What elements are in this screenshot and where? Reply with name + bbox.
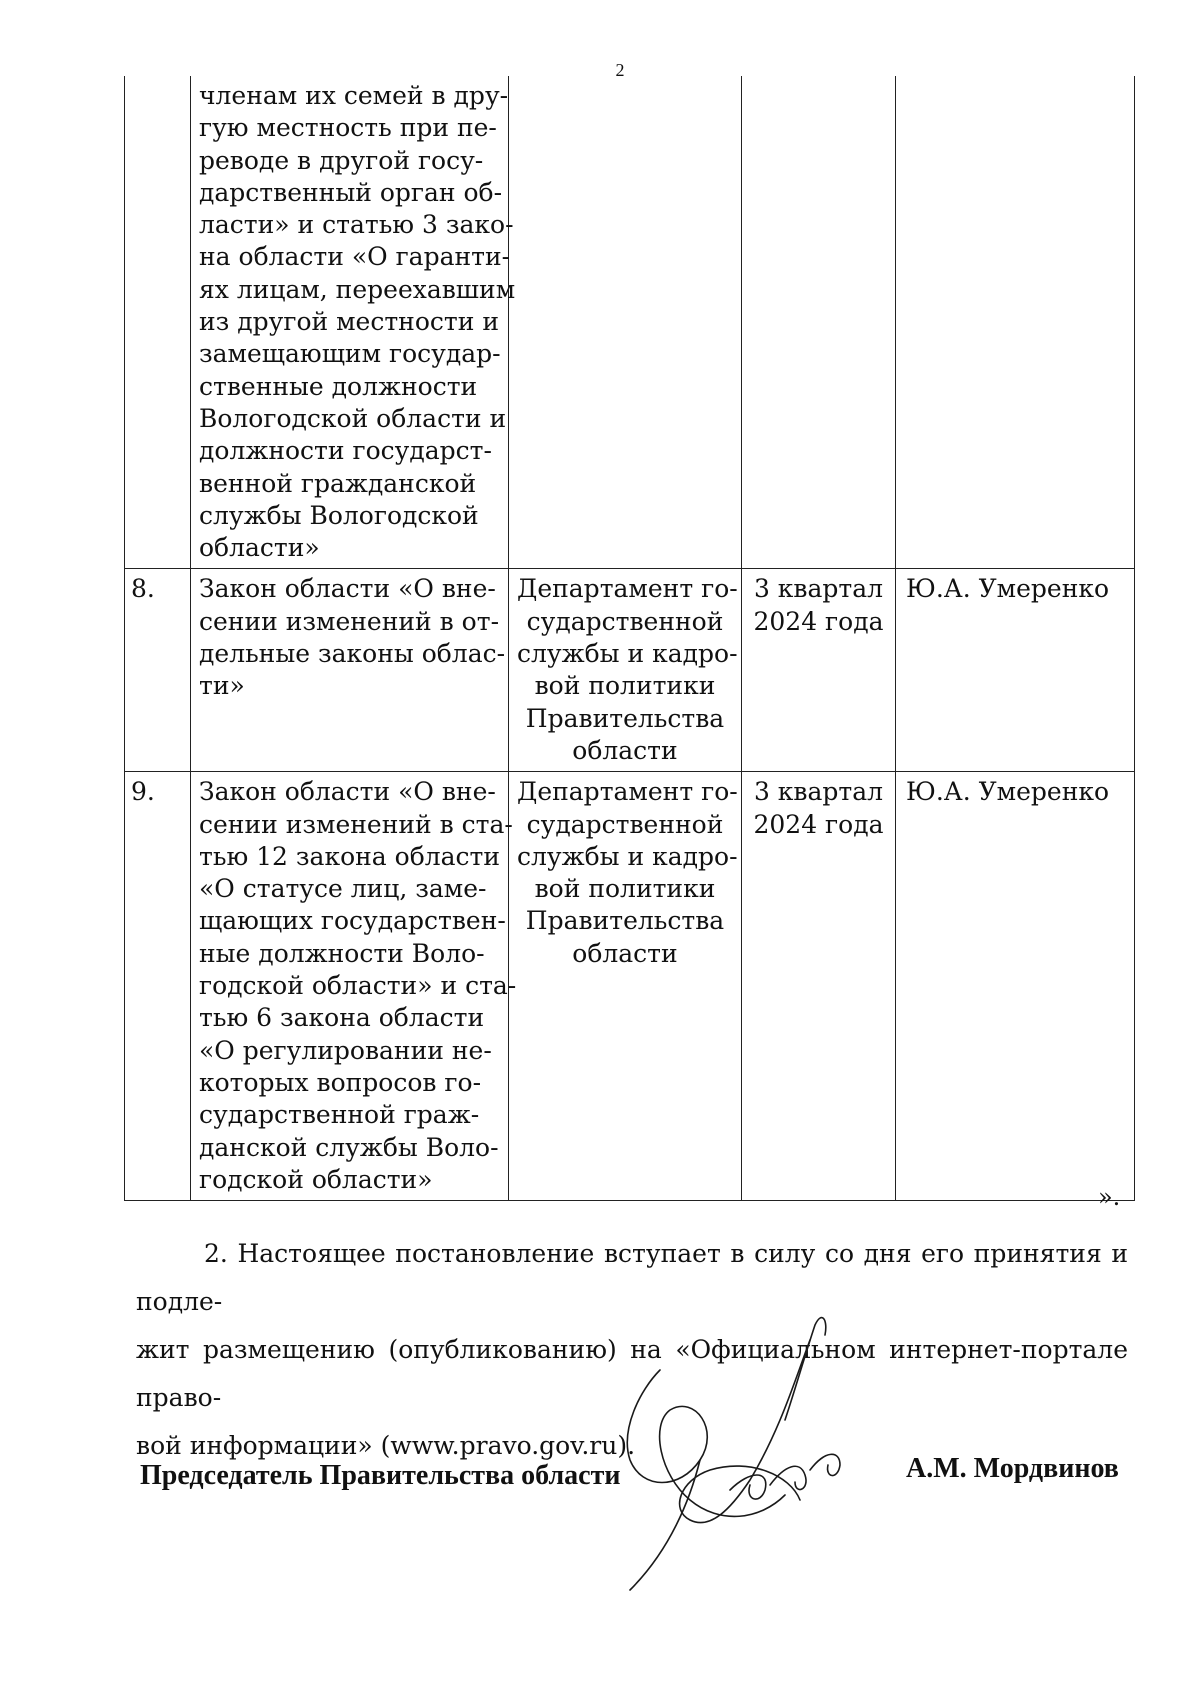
department-line: вой политики — [534, 671, 716, 701]
law-title-line: Вологодской области и — [199, 403, 507, 433]
law-title-line: «О статусе лиц, заме- — [199, 874, 487, 904]
law-title-line: тью 6 закона области — [199, 1003, 485, 1033]
law-title-line: реводе в другой госу- — [199, 145, 484, 175]
law-title-line: годской области» — [199, 1164, 433, 1194]
table-row — [125, 76, 1135, 569]
table-row — [125, 772, 1135, 1201]
department-line: сударственной — [526, 809, 724, 839]
law-title-line: щающих государствен- — [199, 906, 506, 936]
deadline-line: 2024 года — [753, 809, 884, 839]
deadline-cell — [742, 569, 896, 772]
law-title-line: «О регулировании не- — [199, 1035, 492, 1065]
law-title-line: годской области» и ста- — [199, 971, 517, 1001]
paragraph-line: жит размещению (опубликованию) на «Официальном интернет-портале право- — [136, 1335, 1128, 1412]
law-title-line: которых вопросов го- — [199, 1067, 482, 1097]
law-title-line: Закон области «О вне- — [199, 777, 496, 807]
law-title-line: венной гражданской — [199, 468, 477, 498]
department-line: Правительства — [525, 703, 725, 733]
law-title-line: данской службы Воло- — [199, 1132, 499, 1162]
deadline-line: 3 квартал — [753, 777, 884, 807]
deadline-line: 3 квартал — [753, 574, 884, 604]
department-cell — [509, 569, 742, 772]
paragraph-line: вой информации» (www.pravo.gov.ru). — [136, 1431, 636, 1460]
signatory-name: А.М. Мордвинов — [906, 1453, 1119, 1484]
law-title-line: гую местность при пе- — [199, 113, 497, 143]
page-number: 2 — [615, 60, 625, 80]
law-title-cell — [191, 569, 509, 772]
law-title-line: ласти» и статью 3 зако- — [199, 210, 514, 240]
department-line: службы и кадро- — [517, 841, 738, 871]
law-title-line: области» — [199, 533, 320, 563]
law-title-line: дельные законы облас- — [199, 639, 506, 669]
law-title-line: замещающим государ- — [199, 339, 501, 369]
law-title-cell — [191, 772, 517, 1201]
deadline-cell — [742, 76, 896, 569]
row-number: 9. — [125, 772, 191, 1201]
law-title-line: членам их семей в дру- — [199, 81, 509, 110]
table-row — [125, 569, 1135, 772]
responsible-person: Ю.А. Умеренко — [896, 569, 1135, 772]
law-title-line: сении изменений в от- — [199, 606, 500, 636]
law-title-line: ственные должности — [199, 371, 478, 401]
law-title-line: ях лицам, переехавшим — [199, 274, 516, 304]
handwritten-signature — [600, 1300, 920, 1600]
department-line: службы и кадро- — [517, 639, 738, 669]
law-title-line: службы Вологодской — [199, 500, 479, 530]
law-title-line: сударственной граж- — [199, 1100, 480, 1130]
law-title-cell — [191, 76, 516, 569]
legislation-plan-table — [124, 76, 1135, 1201]
department-line: Департамент го- — [517, 777, 738, 807]
law-title-line: сении изменений в ста- — [199, 809, 513, 839]
law-title-line: должности государст- — [199, 436, 492, 466]
law-title-line: дарственный орган об- — [199, 177, 503, 207]
department-line: области — [572, 735, 678, 765]
closing-quote: ». — [1098, 1183, 1121, 1211]
department-line: Правительства — [525, 906, 725, 936]
row-number: 8. — [125, 569, 191, 772]
deadline-cell — [742, 772, 896, 1201]
law-title-line: из другой местности и — [199, 307, 499, 337]
department-cell — [509, 76, 742, 569]
law-title-line: Закон области «О вне- — [199, 574, 496, 604]
responsible-person: Ю.А. Умеренко — [896, 772, 1135, 1201]
department-line: сударственной — [526, 606, 724, 636]
responsible-person — [896, 76, 1135, 569]
law-title-line: ные должности Воло- — [199, 938, 485, 968]
paragraph-line: 2. Настоящее постановление вступает в силу со дня его принятия и подле- — [136, 1239, 1128, 1316]
deadline-line: 2024 года — [753, 606, 884, 636]
department-line: Департамент го- — [517, 574, 738, 604]
department-cell — [509, 772, 742, 1201]
department-line: области — [572, 938, 678, 968]
signatory-title: Председатель Правительства области — [140, 1460, 621, 1491]
department-line: вой политики — [534, 874, 716, 904]
law-title-line: ти» — [199, 671, 245, 701]
law-title-line: тью 12 закона области — [199, 841, 501, 871]
row-number — [125, 76, 191, 569]
law-title-line: на области «О гаранти- — [199, 242, 511, 272]
